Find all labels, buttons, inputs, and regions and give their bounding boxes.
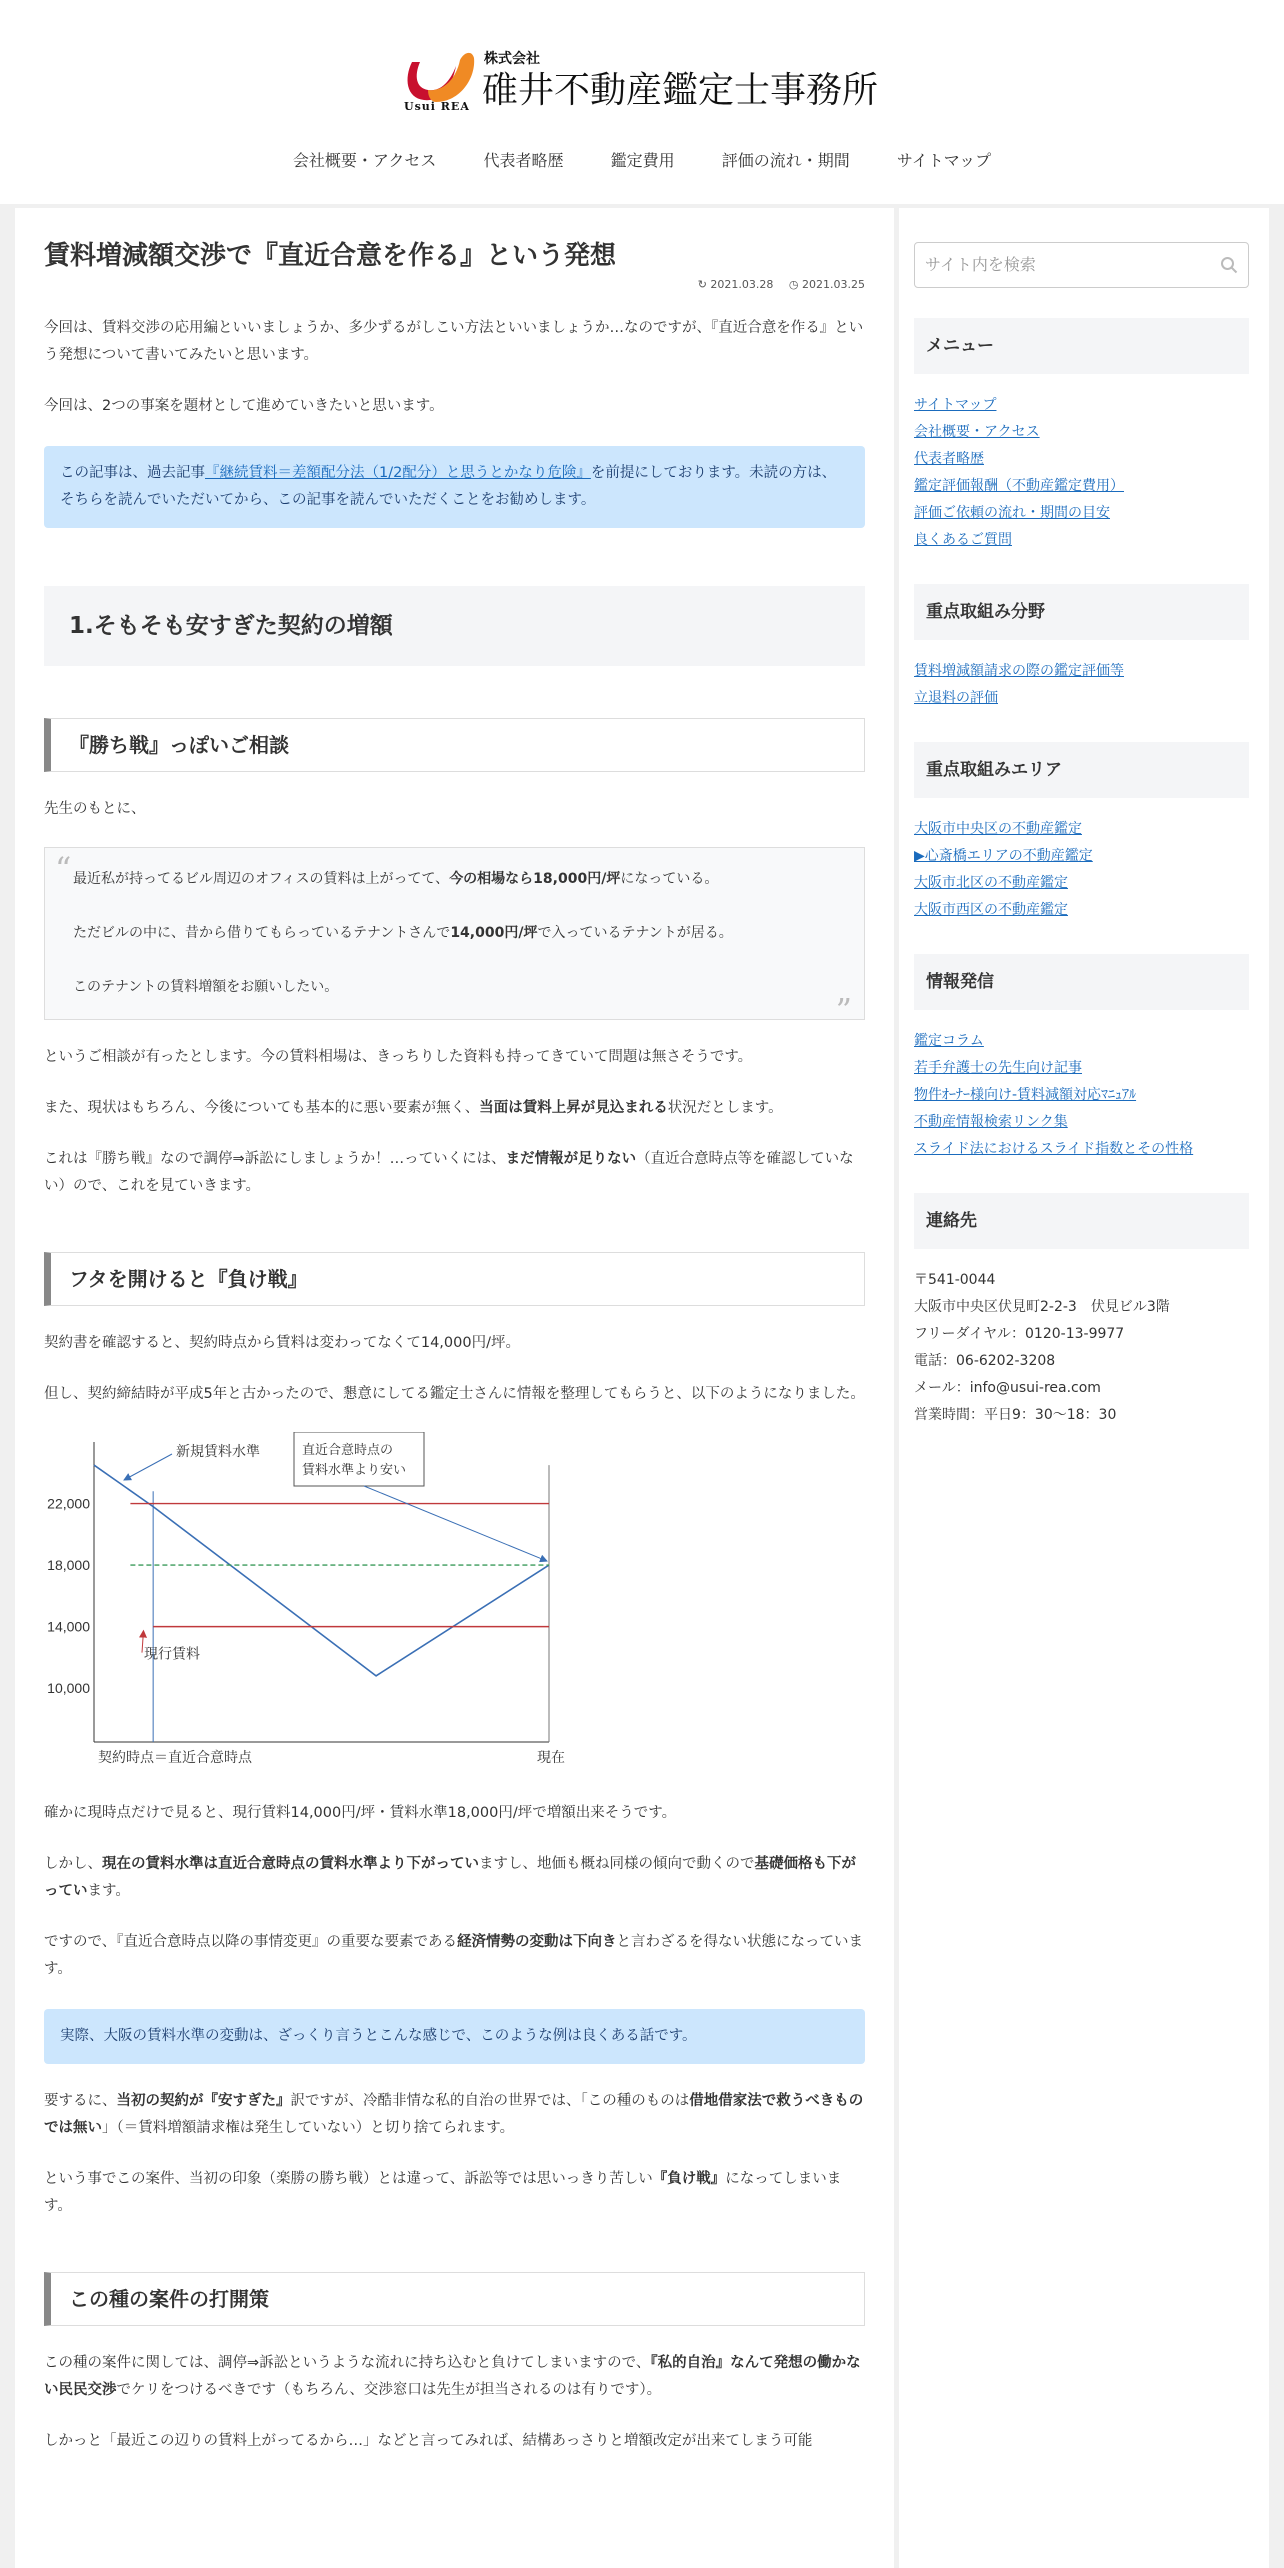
widget-title-info: 情報発信: [914, 954, 1249, 1010]
menu-item-sitemap[interactable]: サイトマップ: [914, 397, 997, 413]
global-nav: [0, 148, 1284, 171]
info-box-osaka: 実際、大阪の賃料水準の変動は、ざっくり言うとこんな感じで、このような例は良くある話です。: [44, 2009, 865, 2064]
area-item-nishi[interactable]: 大阪市西区の不動産鑑定: [914, 902, 1068, 918]
so-paragraph: ですので、『直近合意時点以降の事情変更』の重要な要素である経済情勢の変動は下向きと言わざるを得ない状態になっています。: [44, 1934, 863, 1978]
site-header: [0, 0, 1284, 204]
now-paragraph: 確かに現時点だけで見ると、現行賃料14,000円/坪・賃料水準18,000円/坪で増額出来そうです。: [44, 1805, 677, 1822]
widget-title-contact: 連絡先: [914, 1193, 1249, 1249]
logo-company-type: 株式会社: [484, 51, 540, 67]
info-item-lawyers[interactable]: 若手弁護士の先生向け記事: [914, 1060, 1082, 1076]
search-icon[interactable]: [1220, 256, 1238, 274]
menu-item-profile[interactable]: 代表者略歴: [914, 451, 984, 467]
annotation-arrow-new: [124, 1454, 172, 1480]
area-item-kita[interactable]: 大阪市北区の不動産鑑定: [914, 875, 1068, 891]
annotation-box-line1: 直近合意時点の: [302, 1442, 394, 1458]
annotation-box: [294, 1432, 424, 1486]
environment-paragraph: また、現状はもちろん、今後についても基本的に悪い要素が無く、当面は賃料上昇が見込まれる状況だとします。: [44, 1100, 783, 1117]
teacher-paragraph: 先生のもとに、: [44, 801, 146, 818]
info-box-prerequisite: [44, 446, 865, 528]
contact-email: メール：info@usui-rea.com: [914, 1380, 1101, 1396]
section-heading-1: 1.そもそも安すぎた契約の増額: [44, 586, 865, 666]
nav-fees[interactable]: 鑑定費用: [610, 151, 675, 170]
series-line-0: [94, 1465, 549, 1676]
but-paragraph: しかし、現在の賃料水準は直近合意時点の賃料水準より下がっていますし、地価も概ね同様の傾向で動くので基礎価格も下がっています。: [44, 1856, 856, 1900]
focus-item-eviction[interactable]: 立退料の評価: [914, 690, 998, 706]
contact-info: [914, 1267, 1249, 1429]
nav-profile[interactable]: 代表者略歴: [483, 151, 564, 170]
cut-paragraph: しかっと「最近この辺りの賃料上がってるから…」などと言ってみれば、結構あっさりと増額改定が出来てしまう可能: [44, 2433, 813, 2450]
widget-title-menu: メニュー: [914, 318, 1249, 374]
intro-paragraph-1: 今回は、賃料交渉の応用編といいましょうか、多少ずるがしこい方法といいましょうか…なのですが、『直近合意を作る』という発想について書いてみたいと思います。: [44, 320, 864, 364]
quote-open-icon: “: [55, 850, 72, 889]
info-item-column[interactable]: 鑑定コラム: [914, 1033, 984, 1049]
annotation-new-rent: 新規賃料水準: [176, 1443, 260, 1460]
annotation-arrow-box: [364, 1486, 547, 1561]
x-label-current: 現在: [537, 1749, 565, 1766]
sidebar: [899, 208, 1269, 2568]
summary-paragraph: 要するに、当初の契約が『安すぎた』訳ですが、冷酷非情な私的自治の世界では、「この種のものは借地借家法で救うべきものでは無い」（＝賃料増額請求権は発生していない）と切り捨てられます。: [44, 2093, 864, 2137]
area-item-chuo[interactable]: 大阪市中央区の不動産鑑定: [914, 821, 1082, 837]
widget-title-focus: 重点取組み分野: [914, 584, 1249, 640]
published-date: ◷ 2021.03.25: [788, 278, 865, 292]
logo-company-name: 碓井不動産鑑定士事務所: [482, 70, 879, 111]
consultation-quote: [44, 847, 865, 1030]
y-tick-label: 22,000: [47, 1495, 90, 1512]
contact-freedial: フリーダイヤル：0120-13-9977: [914, 1326, 1125, 1342]
area-item-shinsaibashi[interactable]: ▶心斎橋エリアの不動産鑑定: [914, 848, 1093, 864]
area-list: [914, 816, 1249, 924]
subheading-lose: フタを開けると『負け戦』: [44, 1252, 865, 1306]
subheading-solution: この種の案件の打開策: [44, 2272, 865, 2326]
info-item-links[interactable]: 不動産情報検索リンク集: [914, 1114, 1068, 1130]
logo-sub-text: Usui REA: [404, 100, 470, 113]
contact-phone: 電話：06-6202-3208: [914, 1353, 1056, 1369]
info-text: この記事は、過去記事: [60, 465, 205, 482]
intro-paragraph-2: 今回は、2つの事案を題材として進めていきたいと思います。: [44, 398, 444, 415]
quote-line-3: このテナントの賃料増額をお願いしたい。: [73, 979, 339, 996]
widget-title-area: 重点取組みエリア: [914, 742, 1249, 798]
nav-flow[interactable]: 評価の流れ・期間: [721, 151, 850, 170]
prerequisite-article-link[interactable]: 『継続賃料＝差額配分法（1/2配分）と思うとかなり危険』: [205, 465, 591, 482]
menu-list: [914, 392, 1249, 554]
x-label-contract: 契約時点＝直近合意時点: [98, 1749, 252, 1766]
search-input[interactable]: [914, 242, 1249, 288]
main-content: [15, 208, 894, 2568]
nav-company[interactable]: 会社概要・アクセス: [292, 151, 437, 170]
lose-paragraph: という事でこの案件、当初の印象（楽勝の勝ち戦）とは違って、訴訟等では思いっきり苦しい『負け戦』になってしまいます。: [44, 2171, 842, 2215]
updated-date: ↻ 2021.03.28: [697, 278, 774, 292]
quote-close-icon: ”: [835, 991, 852, 1030]
info-list: [914, 1028, 1249, 1163]
info-item-owners[interactable]: 物件ｵｰﾅｰ様向け-賃料減額対応ﾏﾆｭｱﾙ: [914, 1087, 1137, 1103]
quote-line-1: 最近私が持ってるビル周辺のオフィスの賃料は上がってて、今の相場なら18,000円/坪になっている。: [73, 871, 719, 888]
quote-line-2: ただビルの中に、昔から借りてもらっているテナントさんで14,000円/坪で入っているテナントが居る。: [73, 925, 733, 942]
site-logo[interactable]: [398, 44, 898, 120]
info-item-slide[interactable]: スライド法におけるスライド指数とその性格: [914, 1141, 1194, 1157]
rent-chart: [44, 1432, 584, 1772]
annotation-current-rent: 現行賃料: [144, 1646, 200, 1663]
search-placeholder: サイト内を検索: [925, 255, 1036, 274]
contract-paragraph: 契約書を確認すると、契約時点から賃料は変わってなくて14,000円/坪。: [44, 1335, 520, 1352]
y-tick-label: 14,000: [47, 1619, 90, 1636]
menu-item-company[interactable]: 会社概要・アクセス: [914, 424, 1040, 440]
nav-sitemap[interactable]: サイトマップ: [896, 151, 992, 170]
article-dates: [44, 278, 865, 291]
after-quote-paragraph: というご相談が有ったとします。今の賃料相場は、きっちりした資料も持ってきていて問題は無さそうです。: [44, 1049, 753, 1066]
article-title: 賃料増減額交渉で『直近合意を作る』という発想: [44, 241, 617, 271]
y-tick-label: 10,000: [47, 1680, 90, 1697]
subheading-win: 『勝ち戦』っぽいご相談: [44, 718, 865, 772]
menu-item-flow[interactable]: 評価ご依頼の流れ・期間の目安: [914, 505, 1110, 521]
last-paragraph: この種の案件に関しては、調停⇒訴訟というような流れに持ち込むと負けてしまいますので、『私的自治』なんて発想の働かない民民交渉でケリをつけるべきです（もちろん、交渉窓口は先生が担当されるのは有りです）。: [44, 2355, 861, 2399]
y-tick-label: 18,000: [47, 1557, 90, 1574]
menu-item-faq[interactable]: 良くあるご質問: [914, 532, 1012, 548]
win-paragraph: これは『勝ち戦』なので調停⇒訴訟にしましょうか！…っていくには、まだ情報が足りない（直近合意時点等を確認していない）ので、これを見ていきます。: [44, 1151, 854, 1195]
focus-item-rent[interactable]: 賃料増減額請求の際の鑑定評価等: [914, 663, 1124, 679]
annotation-box-line2: 賃料水準より安い: [302, 1462, 407, 1478]
info-text: を前提にしております。未読の方は、そちらを読んでいただいてから、この記事を読んでいただくことをお勧めします。: [60, 465, 837, 509]
contact-hours: 営業時間：平日9：30〜18：30: [914, 1407, 1117, 1423]
menu-item-fees[interactable]: 鑑定評価報酬（不動産鑑定費用）: [914, 478, 1124, 494]
contact-address: 大阪市中央区伏見町2-2-3 伏見ビル3階: [914, 1299, 1170, 1315]
contact-zip: 〒541-0044: [914, 1272, 996, 1288]
focus-list: [914, 658, 1249, 712]
old-contract-paragraph: 但し、契約締結時が平成5年と古かったので、懇意にしてる鑑定士さんに情報を整理してもらうと、以下のようになりました。: [44, 1386, 865, 1403]
